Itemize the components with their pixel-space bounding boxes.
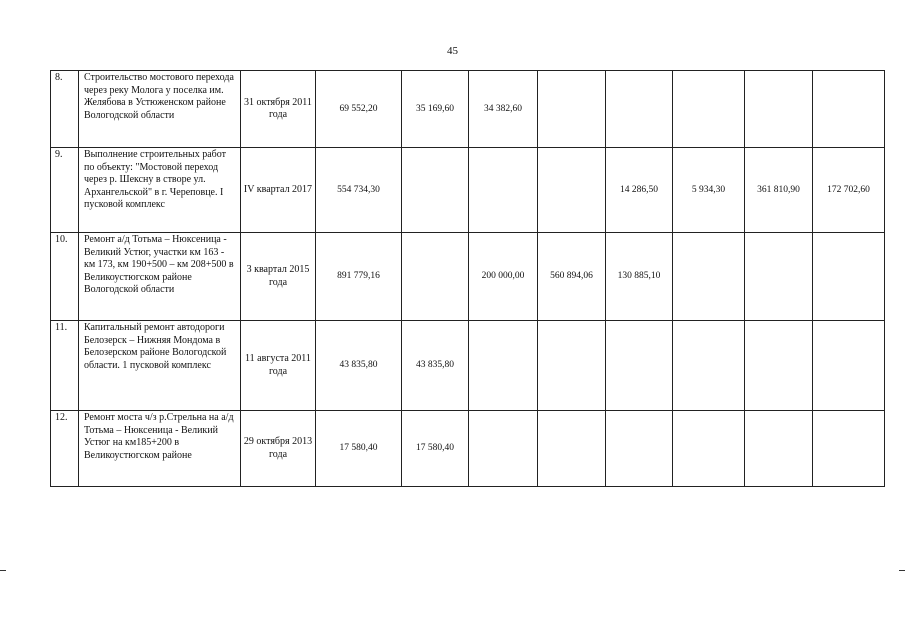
amount-cell: [745, 233, 813, 321]
amount-cell: [813, 233, 885, 321]
row-number: 10.: [51, 233, 79, 321]
amount-cell: [538, 411, 606, 487]
amount-cell: [469, 148, 538, 233]
row-number: 12.: [51, 411, 79, 487]
amount-cell: [745, 411, 813, 487]
row-description: Ремонт моста ч/з р.Стрельна на а/д Тотьма – Нюксеница - Великий Устюг на км185+200 в Великоустюгском районе: [79, 411, 241, 487]
amount-cell: [538, 321, 606, 411]
amount-cell: [813, 411, 885, 487]
amount-cell: [813, 71, 885, 148]
amount-cell: [745, 71, 813, 148]
table-row: [51, 148, 885, 233]
amount-cell: 43 835,80: [402, 321, 469, 411]
row-date: 11 августа 2011 года: [241, 321, 316, 411]
amount-cell: [402, 233, 469, 321]
amount-cell: [538, 71, 606, 148]
amount-cell: 172 702,60: [813, 148, 885, 233]
amount-cell: [745, 321, 813, 411]
row-description: Капитальный ремонт автодороги Белозерск – Нижняя Мондома в Белозерском районе Вологодской области. 1 пусковой комплекс: [79, 321, 241, 411]
amount-cell: 361 810,90: [745, 148, 813, 233]
amount-cell: 17 580,40: [316, 411, 402, 487]
amount-cell: 35 169,60: [402, 71, 469, 148]
expenditure-table: [50, 70, 885, 487]
amount-cell: [673, 321, 745, 411]
row-number: 8.: [51, 71, 79, 148]
row-number: 9.: [51, 148, 79, 233]
scan-edge-mark-left: [0, 570, 6, 571]
amount-cell: 200 000,00: [469, 233, 538, 321]
amount-cell: [469, 321, 538, 411]
row-description: Строительство мостового перехода через реку Молога у поселка им. Желябова в Устюженском районе Вологодской области: [79, 71, 241, 148]
row-description: Выполнение строительных работ по объекту: "Мостовой переход через р. Шексну в створе ул. Архангельской" в г. Череповце. I пусковой комплекс: [79, 148, 241, 233]
table-row: [51, 411, 885, 487]
table-body: [51, 71, 885, 487]
amount-cell: [673, 411, 745, 487]
amount-cell: 130 885,10: [606, 233, 673, 321]
page-number: 45: [447, 45, 458, 57]
amount-cell: [606, 411, 673, 487]
amount-cell: 14 286,50: [606, 148, 673, 233]
amount-cell: 43 835,80: [316, 321, 402, 411]
amount-cell: [673, 233, 745, 321]
scan-edge-mark-right: [899, 570, 905, 571]
amount-cell: 34 382,60: [469, 71, 538, 148]
amount-cell: [538, 148, 606, 233]
amount-cell: [813, 321, 885, 411]
amount-cell: 69 552,20: [316, 71, 402, 148]
row-number: 11.: [51, 321, 79, 411]
row-description: Ремонт а/д Тотьма – Нюксеница - Великий Устюг, участки км 163 - км 173, км 190+500 – км 208+500 в Великоустюгском районе Вологодской области: [79, 233, 241, 321]
amount-cell: [673, 71, 745, 148]
row-date: IV квартал 2017: [241, 148, 316, 233]
table-row: [51, 71, 885, 148]
amount-cell: 560 894,06: [538, 233, 606, 321]
amount-cell: 891 779,16: [316, 233, 402, 321]
row-date: 29 октября 2013 года: [241, 411, 316, 487]
amount-cell: [606, 321, 673, 411]
table-row: [51, 321, 885, 411]
amount-cell: [606, 71, 673, 148]
row-date: 3 квартал 2015 года: [241, 233, 316, 321]
row-date: 31 октября 2011 года: [241, 71, 316, 148]
amount-cell: 5 934,30: [673, 148, 745, 233]
table-row: [51, 233, 885, 321]
amount-cell: 17 580,40: [402, 411, 469, 487]
amount-cell: 554 734,30: [316, 148, 402, 233]
amount-cell: [402, 148, 469, 233]
amount-cell: [469, 411, 538, 487]
